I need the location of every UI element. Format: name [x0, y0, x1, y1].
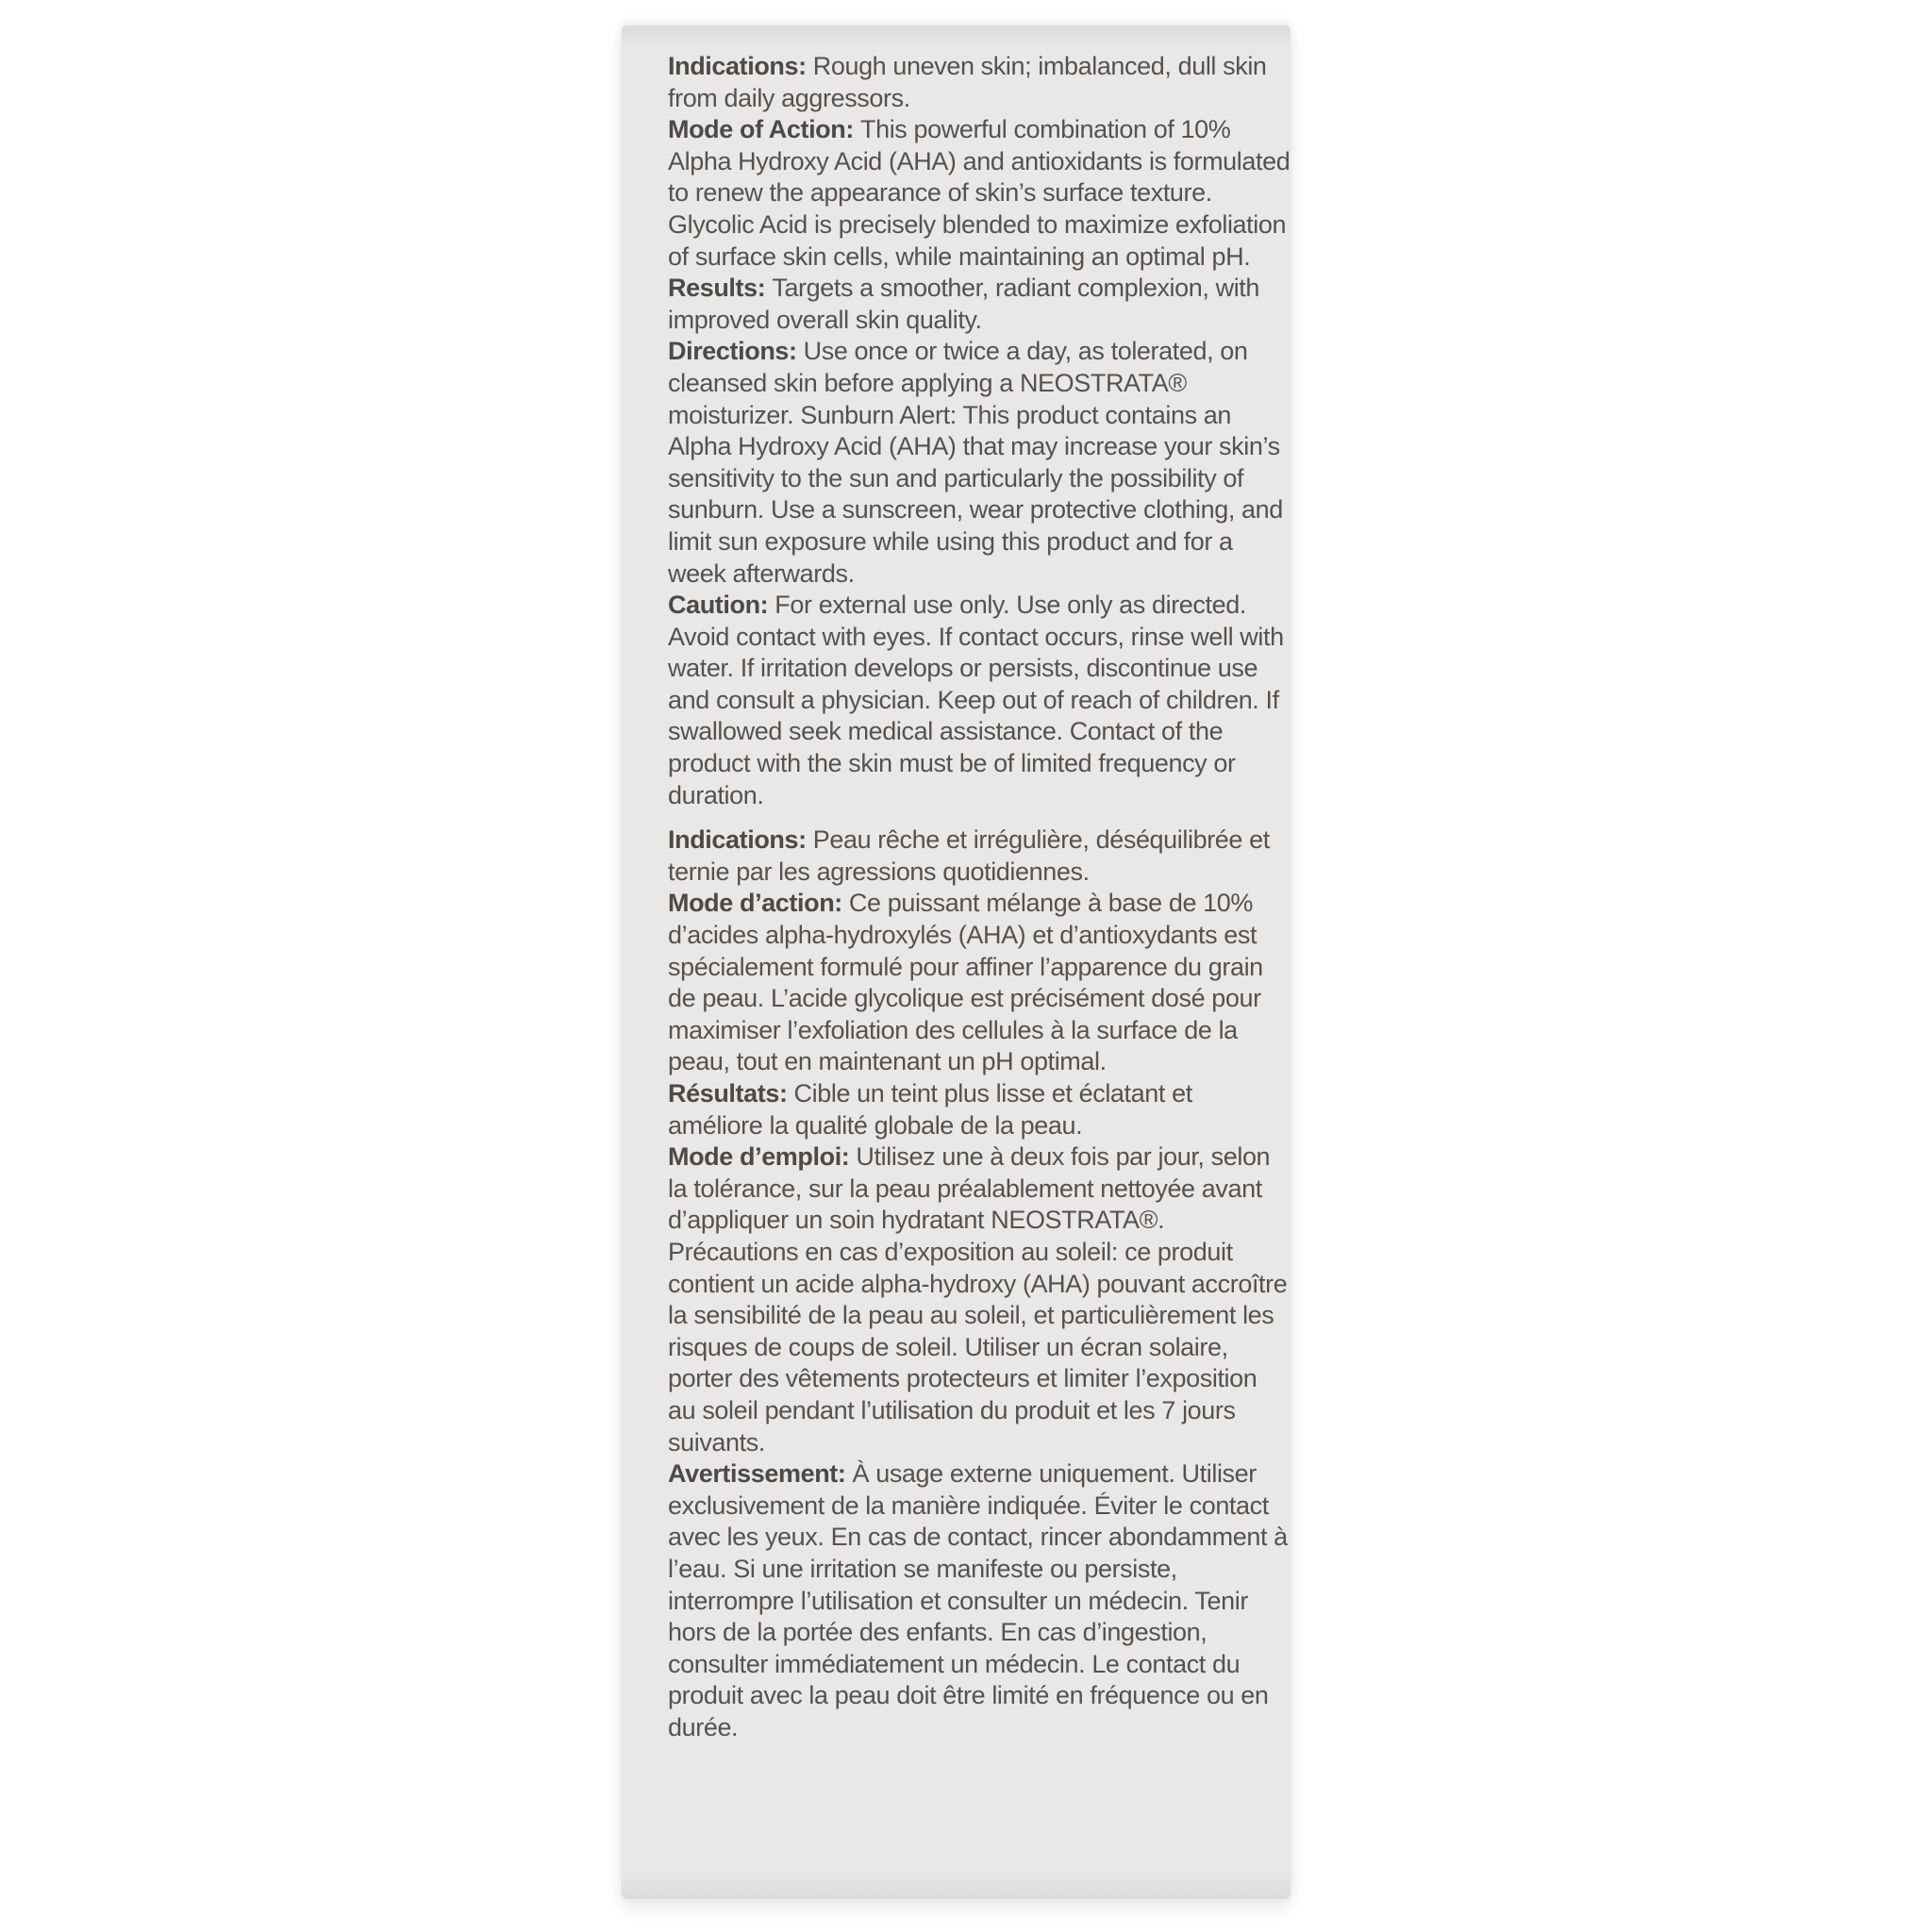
caution-en-text: For external use only. Use only as directed. Avoid contact with eyes. If contact occurs, rinse well with water. If irritation develops or persists, discontinue use and consult a physician. Keep out of reach of children. If swallowed seek medical assistance. Contact of the product with the skin must be of limited frequency or duration.: [668, 591, 1284, 809]
indications-fr-text: Peau rêche et irrégulière, déséquilibrée et ternie par les agressions quotidiennes.: [668, 825, 1270, 886]
paragraph-indications-fr: [668, 824, 1291, 888]
mode-of-action-en-text: This powerful combination of 10% Alpha Hydroxy Acid (AHA) and antioxidants is formulated to renew the appearance of skin’s surface texture. Glycolic Acid is precisely blended to maximize exfoliation of surface skin cells, while maintaining an optimal pH.: [668, 115, 1291, 271]
indications-fr-label: Indications:: [668, 825, 807, 855]
directions-en-text: Use once or twice a day, as tolerated, on cleansed skin before applying a NEOSTRATA® moisturizer. Sunburn Alert: This product contains an Alpha Hydroxy Acid (AHA) that may increase your skin’s sensitivity to the sun and particularly the possibility of sunburn. Use a sunscreen, wear protective clothing, and limit sun exposure while using this product and for a week afterwards.: [668, 337, 1283, 588]
mode-daction-fr-text: Ce puissant mélange à base de 10% d’acides alpha-hydroxylés (AHA) et d’antioxydants est spécialement formulé pour affiner l’apparence du grain de peau. L’acide glycolique est précisément dosé pour maximiser l’exfoliation des cellules à la surface de la peau, tout en maintenant un pH optimal.: [668, 889, 1263, 1076]
directions-en-label: Directions:: [668, 337, 797, 366]
english-section: [668, 51, 1291, 811]
paragraph-caution-en: [668, 590, 1291, 811]
indications-en-text: Rough uneven skin; imbalanced, dull skin from daily aggressors.: [668, 52, 1267, 112]
paragraph-directions-en: [668, 336, 1291, 590]
indications-en-label: Indications:: [668, 52, 807, 80]
package-back-panel: [622, 25, 1291, 1899]
paragraph-resultats-fr: [668, 1078, 1291, 1141]
paragraph-avertissement-fr: [668, 1458, 1291, 1743]
resultats-fr-text: Cible un teint plus lisse et éclatant et améliore la qualité globale de la peau.: [668, 1079, 1192, 1140]
avertissement-fr-text: À usage externe uniquement. Utiliser exclusivement de la manière indiquée. Éviter le contact avec les yeux. En cas de contact, rincer abondamment à l’eau. Si une irritation se manifeste ou persiste, interrompre l’utilisation et consulter un médecin. Tenir hors de la portée des enfants. En cas d’ingestion, consulter immédiatement un médecin. Le contact du produit avec la peau doit être limité en fréquence ou en durée.: [668, 1459, 1288, 1741]
resultats-fr-label: Résultats:: [668, 1079, 788, 1108]
results-en-label: Results:: [668, 274, 766, 303]
avertissement-fr-label: Avertissement:: [668, 1459, 846, 1489]
french-section: [668, 824, 1291, 1743]
paragraph-indications-en: [668, 51, 1291, 114]
mode-demploi-fr-label: Mode d’emploi:: [668, 1142, 850, 1172]
paragraph-mode-demploi-fr: [668, 1141, 1291, 1458]
label-text-block: [668, 51, 1291, 1743]
mode-demploi-fr-text: Utilisez une à deux fois par jour, selon la tolérance, sur la peau préalablement nettoyée avant d’appliquer un soin hydratant NEOSTRATA®. Précautions en cas d’exposition au soleil: ce produit contient un acide alpha-hydroxy (AHA) pouvant accroître la sensibilité de la peau au soleil, et particulièrement les risques de coups de soleil. Utiliser un écran solaire, porter des vêtements protecteurs et limiter l’exposition au soleil pendant l’utilisation du produit et les 7 jours suivants.: [668, 1142, 1288, 1457]
paragraph-results-en: [668, 273, 1291, 336]
caution-en-label: Caution:: [668, 591, 769, 620]
mode-daction-fr-label: Mode d’action:: [668, 889, 842, 918]
paragraph-mode-daction-fr: [668, 888, 1291, 1078]
paragraph-mode-of-action-en: [668, 114, 1291, 273]
results-en-text: Targets a smoother, radiant complexion, with improved overall skin quality.: [668, 274, 1260, 334]
mode-of-action-en-label: Mode of Action:: [668, 115, 854, 144]
